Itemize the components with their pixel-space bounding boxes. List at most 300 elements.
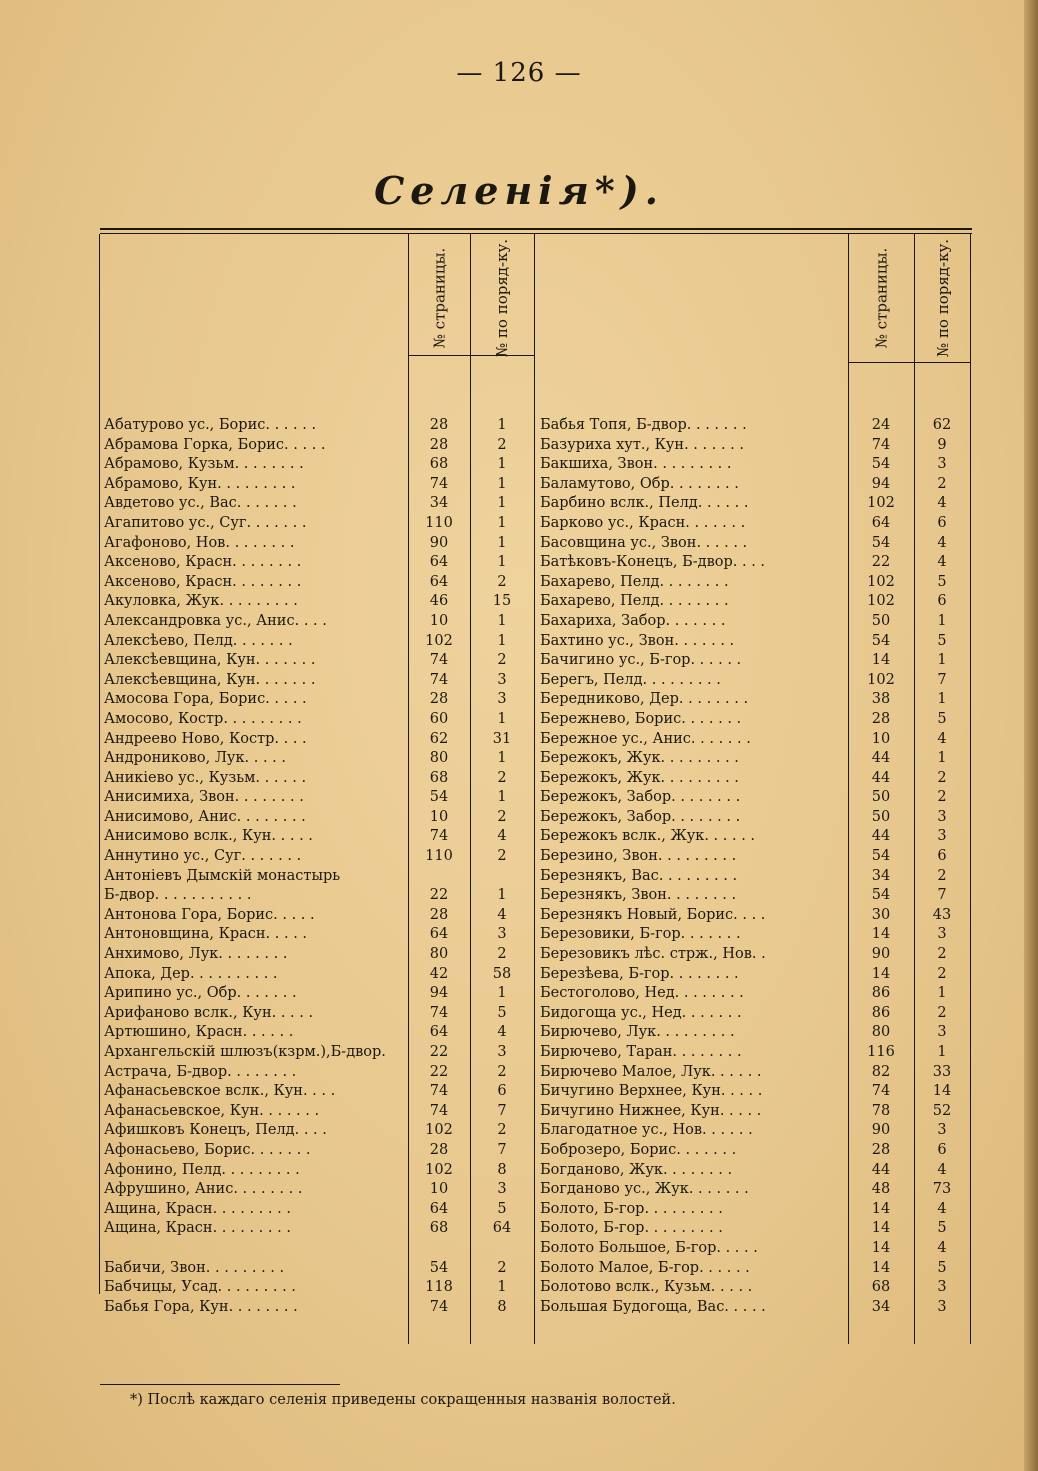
page-number-cell: 22 <box>429 1063 449 1080</box>
order-number-cell: 2 <box>497 1259 507 1276</box>
settlement-name: Бередниково, Дер. . . . . . . . <box>540 691 749 708</box>
settlement-name: Болотово вслк., Кузьм. . . . . <box>540 1279 753 1296</box>
table-row <box>104 651 534 671</box>
order-number-cell: 8 <box>497 1298 507 1315</box>
page-number-cell: 28 <box>429 906 449 923</box>
order-number-cell: 14 <box>932 1083 952 1100</box>
page-number-cell: 82 <box>871 1063 891 1080</box>
settlement-name: Андреево Ново, Костр. . . . <box>104 730 307 747</box>
settlement-name: Богданово ус., Жук. . . . . . . <box>540 1181 749 1198</box>
page-number-cell: 74 <box>871 1083 891 1100</box>
table-row <box>104 769 534 789</box>
page-number-cell: 28 <box>429 417 449 433</box>
settlement-name: Березнякъ, Вас. . . . . . . . . <box>540 867 738 884</box>
order-number-cell: 4 <box>937 1161 947 1178</box>
page-number-cell: 86 <box>871 1004 891 1021</box>
right-order-header: № по поряд-ку. <box>934 238 952 358</box>
order-number-cell: 7 <box>937 887 947 904</box>
settlement-name: Афонасьево, Борис. . . . . . . <box>104 1141 311 1158</box>
settlement-name: Барково ус., Красн. . . . . . . <box>540 514 746 531</box>
table-row <box>104 984 534 1004</box>
order-number-cell: 1 <box>497 710 507 727</box>
settlement-name: Березовики, Б-гор. . . . . . . <box>540 926 741 943</box>
page-number-cell: 22 <box>429 1044 449 1060</box>
page-number: — 126 — <box>456 58 582 88</box>
order-number-cell: 2 <box>497 1063 507 1080</box>
order-number-cell: 1 <box>497 456 507 473</box>
order-number-cell: 1 <box>497 495 507 512</box>
settlement-name: Березѣева, Б-гор. . . . . . . . <box>540 965 739 982</box>
table-row <box>104 671 534 691</box>
order-number-cell: 8 <box>497 1161 507 1178</box>
order-number-cell: 2 <box>497 652 507 669</box>
order-number-cell: 2 <box>937 1004 947 1021</box>
table-row <box>540 1180 970 1200</box>
table-row <box>540 573 970 593</box>
table-row <box>104 965 534 985</box>
order-number-cell: 1 <box>937 1044 947 1060</box>
order-number-cell: 1 <box>937 652 947 669</box>
order-number-cell: 2 <box>937 769 947 786</box>
order-number-cell: 5 <box>937 573 947 590</box>
page-number-cell: 74 <box>429 1298 449 1315</box>
table-row <box>540 945 970 965</box>
settlement-name: Архангельскій шлюзъ(кзрм.),Б-двор. <box>104 1044 386 1060</box>
page-number-cell: 50 <box>871 789 891 806</box>
settlement-name: Агапитово ус., Суг. . . . . . . <box>104 514 307 531</box>
table-row <box>540 769 970 789</box>
settlement-name: Антонова Гора, Борис. . . . . <box>104 906 315 923</box>
page-number-cell: 24 <box>871 417 891 433</box>
table-row <box>104 1004 534 1024</box>
table-row <box>540 455 970 475</box>
table-row <box>540 1239 970 1259</box>
settlement-name: Амосова Гора, Борис. . . . . <box>104 691 307 708</box>
page-number-cell: 38 <box>871 691 891 708</box>
order-number-cell: 1 <box>937 612 947 629</box>
order-number-cell: 1 <box>497 514 507 531</box>
settlement-name: Ащина, Красн. . . . . . . . . <box>104 1200 291 1217</box>
table-row <box>104 945 534 965</box>
table-row <box>540 534 970 554</box>
settlement-name: Абрамово, Кузьм. . . . . . . . <box>104 456 304 473</box>
settlement-name: Бичугино Нижнее, Кун. . . . . <box>540 1102 762 1119</box>
page-number-cell: 46 <box>429 593 449 610</box>
page-number-cell: 102 <box>867 671 895 688</box>
left-order-header: № по поряд-ку. <box>493 238 511 358</box>
order-number-cell: 4 <box>937 730 947 747</box>
page-number-cell: 118 <box>425 1279 453 1296</box>
order-number-cell: 2 <box>497 573 507 590</box>
table-row <box>104 494 534 514</box>
table-row <box>540 1063 970 1083</box>
page-number-cell: 44 <box>871 828 891 845</box>
table-row <box>104 1219 534 1239</box>
table-row <box>540 514 970 534</box>
table-row <box>540 1298 970 1318</box>
settlement-name: Бабья Гора, Кун. . . . . . . . <box>104 1298 298 1315</box>
page-number-cell: 64 <box>429 573 449 590</box>
settlement-name: Анхимово, Лук. . . . . . . . <box>104 946 288 963</box>
table-row <box>104 475 534 495</box>
table-row <box>540 965 970 985</box>
order-number-cell: 1 <box>497 554 507 571</box>
settlement-name: Бирючево, Лук. . . . . . . . . <box>540 1024 735 1041</box>
table-row <box>104 1102 534 1122</box>
order-number-cell: 4 <box>937 1200 947 1217</box>
table-row <box>104 632 534 652</box>
table-row <box>540 651 970 671</box>
order-number-cell: 2 <box>937 475 947 492</box>
settlement-name: Алексѣевщина, Кун. . . . . . . <box>104 652 316 669</box>
order-number-cell: 3 <box>497 926 507 943</box>
settlement-name: Бахарево, Пелд. . . . . . . . <box>540 593 729 610</box>
settlement-name: Березнякъ, Звон. . . . . . . . <box>540 887 737 904</box>
page-number-cell: 60 <box>429 710 449 727</box>
table-row <box>104 1023 534 1043</box>
page-number-cell: 14 <box>871 1200 891 1217</box>
table-row <box>104 730 534 750</box>
table-row <box>540 808 970 828</box>
table-row <box>104 1141 534 1161</box>
table-row <box>540 1278 970 1298</box>
settlement-name: Болото, Б-гор. . . . . . . . . <box>540 1200 723 1217</box>
settlement-name: Боброзеро, Борис. . . . . . . <box>540 1141 737 1158</box>
settlement-name: Афанасьевское вслк., Кун. . . . <box>104 1083 336 1100</box>
order-number-cell: 3 <box>937 828 947 845</box>
settlement-name: Антоновщина, Красн. . . . . <box>104 926 308 943</box>
table-row <box>540 436 970 456</box>
order-number-cell: 31 <box>492 730 512 747</box>
table-row <box>540 847 970 867</box>
page-number-cell: 80 <box>871 1024 891 1041</box>
page-number-cell: 90 <box>871 1122 891 1139</box>
table-row <box>540 1121 970 1141</box>
page-number-cell: 54 <box>871 887 891 904</box>
order-number-cell: 1 <box>497 1279 507 1296</box>
table-row <box>540 494 970 514</box>
order-number-cell: 2 <box>497 946 507 963</box>
table-row <box>540 1102 970 1122</box>
table-row <box>104 416 534 436</box>
settlement-name: Бережокъ, Забор. . . . . . . . <box>540 789 741 806</box>
footnote: *) Послѣ каждаго селенія приведены сокращенныя названія волостей. <box>130 1392 676 1408</box>
order-number-cell: 2 <box>937 965 947 982</box>
page-number-cell: 74 <box>429 1083 449 1100</box>
page-number-cell: 90 <box>429 534 449 551</box>
page-number-cell: 44 <box>871 750 891 767</box>
page-number-cell: 64 <box>429 1200 449 1217</box>
settlement-name: Батѣковъ-Конецъ, Б-двор. . . . <box>540 554 766 571</box>
page-number-cell: 62 <box>429 730 449 747</box>
order-number-cell: 1 <box>497 789 507 806</box>
table-row <box>104 553 534 573</box>
table-row <box>104 1298 534 1318</box>
order-number-cell: 1 <box>497 750 507 767</box>
table-row <box>540 475 970 495</box>
page-number-cell: 74 <box>429 652 449 669</box>
settlement-name: Барбино вслк., Пелд. . . . . . <box>540 495 749 512</box>
table-row <box>104 1043 534 1063</box>
order-number-cell: 1 <box>497 632 507 649</box>
table-row <box>104 1200 534 1220</box>
settlement-name: Алексѣево, Пелд. . . . . . . <box>104 632 293 649</box>
settlement-name: Афонино, Пелд. . . . . . . . . <box>104 1161 300 1178</box>
table-row <box>104 1082 534 1102</box>
settlement-name: Бахарево, Пелд. . . . . . . . <box>540 573 729 590</box>
order-number-cell: 2 <box>497 769 507 786</box>
page-number-cell: 64 <box>429 1024 449 1041</box>
table-row <box>540 612 970 632</box>
settlement-name: Анисимиха, Звон. . . . . . . . <box>104 789 304 806</box>
page-number-cell: 68 <box>429 769 449 786</box>
page-number-cell: 54 <box>871 456 891 473</box>
settlement-name: Анисимово вслк., Кун. . . . . <box>104 828 313 845</box>
page-number-cell: 30 <box>871 906 891 923</box>
page-number-cell: 116 <box>867 1044 895 1060</box>
order-number-cell: 3 <box>497 691 507 708</box>
settlement-name: Бестоголово, Нед. . . . . . . . <box>540 985 744 1002</box>
order-number-cell: 6 <box>937 1141 947 1158</box>
order-number-cell: 1 <box>497 475 507 492</box>
table-row <box>540 827 970 847</box>
settlement-name: Березнякъ Новый, Борис. . . . <box>540 906 766 923</box>
order-number-cell: 33 <box>932 1063 952 1080</box>
order-number-cell: 7 <box>937 671 947 688</box>
page-number-cell: 34 <box>871 867 891 884</box>
settlement-name: Бирючево Малое, Лук. . . . . . <box>540 1063 762 1080</box>
table-row <box>104 612 534 632</box>
page-title: Селенія*). <box>374 168 664 213</box>
page-number-cell: 102 <box>425 1122 453 1139</box>
page-number-cell: 10 <box>871 730 891 747</box>
table-row <box>104 1278 534 1298</box>
table-row <box>104 455 534 475</box>
page-number-cell: 28 <box>429 691 449 708</box>
order-number-cell: 58 <box>492 965 512 982</box>
settlement-name: Бакшиха, Звон. . . . . . . . . <box>540 456 732 473</box>
table-row <box>540 925 970 945</box>
page-number-cell: 54 <box>871 534 891 551</box>
settlement-name: Абрамово, Кун. . . . . . . . . <box>104 475 296 492</box>
page-number-cell: 102 <box>867 495 895 512</box>
page-number-cell: 86 <box>871 985 891 1002</box>
settlement-name: Анисимово, Анис. . . . . . . . <box>104 808 306 825</box>
table-row <box>540 690 970 710</box>
page-number-cell: 22 <box>429 887 449 904</box>
table-row <box>540 1023 970 1043</box>
table-row <box>104 573 534 593</box>
table-row <box>540 1141 970 1161</box>
right-entries <box>540 416 970 1317</box>
table-row <box>540 1259 970 1279</box>
settlement-name: Авдетово ус., Вас. . . . . . . <box>104 495 297 512</box>
page-number-cell: 94 <box>871 475 891 492</box>
page-number-cell: 68 <box>429 456 449 473</box>
header-bottom-rule <box>848 362 970 363</box>
settlement-name: Богданово, Жук. . . . . . . . <box>540 1161 733 1178</box>
settlement-name: Березино, Звон. . . . . . . . . <box>540 848 737 865</box>
settlement-name: Абатурово ус., Борис. . . . . . <box>104 417 317 433</box>
table-top-rule <box>100 228 972 230</box>
page-number-cell: 34 <box>871 1298 891 1315</box>
page-number-cell: 14 <box>871 652 891 669</box>
order-number-cell: 5 <box>937 632 947 649</box>
page-number-cell: 74 <box>429 1102 449 1119</box>
order-number-cell: 6 <box>937 514 947 531</box>
order-number-cell: 3 <box>497 1181 507 1198</box>
order-number-cell: 2 <box>937 789 947 806</box>
settlement-name: Бережокъ, Жук. . . . . . . . . <box>540 750 739 767</box>
order-number-cell: 7 <box>497 1141 507 1158</box>
order-number-cell: 1 <box>937 691 947 708</box>
settlement-name: Артюшино, Красн. . . . . . <box>104 1024 294 1041</box>
order-number-cell: 1 <box>497 534 507 551</box>
settlement-name: Ащина, Красн. . . . . . . . . <box>104 1220 291 1237</box>
table-row <box>104 827 534 847</box>
settlement-name: Благодатное ус., Нов. . . . . . <box>540 1122 753 1139</box>
settlement-name: Аникіево ус., Кузьм. . . . . . <box>104 769 307 786</box>
page-number-cell: 14 <box>871 965 891 982</box>
order-number-cell: 9 <box>937 436 947 453</box>
table-row <box>540 632 970 652</box>
page-number-cell: 28 <box>429 436 449 453</box>
settlement-name: Аксеново, Красн. . . . . . . . <box>104 573 302 590</box>
table-row <box>104 867 534 887</box>
settlement-name: Амосово, Костр. . . . . . . . . <box>104 710 302 727</box>
settlement-name: Аннутино ус., Суг. . . . . . . <box>104 848 302 865</box>
order-number-cell: 3 <box>937 1122 947 1139</box>
page-number-cell: 68 <box>871 1279 891 1296</box>
settlement-name: Афрушино, Анис. . . . . . . . <box>104 1181 303 1198</box>
page-number-cell: 74 <box>429 671 449 688</box>
table-row <box>540 749 970 769</box>
order-number-cell: 5 <box>497 1200 507 1217</box>
page-number-cell: 78 <box>871 1102 891 1119</box>
settlement-name: Арифаново вслк., Кун. . . . . <box>104 1004 314 1021</box>
page-number-cell: 14 <box>871 1239 891 1256</box>
table-row <box>104 1239 534 1259</box>
settlement-name: Басовщина ус., Звон. . . . . . <box>540 534 748 551</box>
page-number-cell: 90 <box>871 946 891 963</box>
order-number-cell: 15 <box>492 593 512 610</box>
order-number-cell: 5 <box>937 710 947 727</box>
order-number-cell: 2 <box>497 808 507 825</box>
page-number-cell: 64 <box>429 554 449 571</box>
page-number-cell: 102 <box>425 1161 453 1178</box>
order-number-cell: 2 <box>937 946 947 963</box>
order-number-cell: 4 <box>937 495 947 512</box>
settlement-name: Андрониково, Лук. . . . . <box>104 750 286 767</box>
order-number-cell: 5 <box>497 1004 507 1021</box>
settlement-name: Бичугино Верхнее, Кун. . . . . <box>540 1083 763 1100</box>
settlement-name: Б-двор. . . . . . . . . . . <box>104 887 252 904</box>
order-number-cell: 4 <box>937 554 947 571</box>
order-number-cell: 7 <box>497 1102 507 1119</box>
settlement-name: Бережокъ, Забор. . . . . . . . <box>540 808 741 825</box>
page-number-cell: 14 <box>871 1220 891 1237</box>
page-number-cell: 14 <box>871 1259 891 1276</box>
table-row <box>540 553 970 573</box>
settlement-name: Бережокъ вслк., Жук. . . . . . <box>540 828 756 845</box>
table-row <box>540 984 970 1004</box>
table-row <box>540 710 970 730</box>
page-number-cell: 64 <box>871 514 891 531</box>
order-number-cell: 6 <box>937 848 947 865</box>
order-number-cell: 52 <box>932 1102 952 1119</box>
settlement-name: Базуриха хут., Кун. . . . . . . <box>540 436 745 453</box>
order-number-cell: 4 <box>497 906 507 923</box>
settlement-name: Болото Большое, Б-гор. . . . . <box>540 1239 758 1256</box>
order-number-cell: 4 <box>937 1239 947 1256</box>
page-number-cell: 74 <box>871 436 891 453</box>
page-number-cell: 80 <box>429 750 449 767</box>
settlement-name: Агафоново, Нов. . . . . . . . <box>104 534 295 551</box>
order-number-cell: 4 <box>497 1024 507 1041</box>
order-number-cell: 2 <box>937 867 947 884</box>
table-row <box>540 788 970 808</box>
settlement-name: Бабья Топя, Б-двор. . . . . . . <box>540 417 747 433</box>
left-page-header: № страницы. <box>430 247 448 349</box>
settlement-name: Бирючево, Таран. . . . . . . . <box>540 1044 742 1060</box>
order-number-cell: 1 <box>497 612 507 629</box>
table-row <box>540 592 970 612</box>
order-number-cell: 5 <box>937 1259 947 1276</box>
page-number-cell: 110 <box>425 848 453 865</box>
page-number-cell: 44 <box>871 769 891 786</box>
table-row <box>540 1161 970 1181</box>
settlement-name: Болото, Б-гор. . . . . . . . . <box>540 1220 723 1237</box>
table-row <box>540 416 970 436</box>
table-row <box>540 730 970 750</box>
table-row <box>540 886 970 906</box>
page-number-cell: 50 <box>871 612 891 629</box>
settlement-name: Бережнево, Борис. . . . . . . <box>540 710 742 727</box>
order-number-cell: 1 <box>497 887 507 904</box>
order-number-cell: 64 <box>492 1220 512 1237</box>
order-number-cell: 1 <box>937 750 947 767</box>
settlement-name: Берегъ, Пелд. . . . . . . . . <box>540 671 721 688</box>
page-number-cell: 10 <box>429 808 449 825</box>
page-number-cell: 48 <box>871 1181 891 1198</box>
table-row <box>104 925 534 945</box>
settlement-name: Алексѣевщина, Кун. . . . . . . <box>104 671 316 688</box>
table-row <box>104 710 534 730</box>
table-row <box>540 906 970 926</box>
page-number-cell: 44 <box>871 1161 891 1178</box>
page-number-cell: 54 <box>871 632 891 649</box>
page-number-cell: 50 <box>871 808 891 825</box>
settlement-name: Апока, Дер. . . . . . . . . . <box>104 965 278 982</box>
table-row <box>104 788 534 808</box>
order-number-cell: 73 <box>932 1181 952 1198</box>
page-number-cell: 74 <box>429 475 449 492</box>
settlement-name: Березовикъ лѣс. стрж., Нов. . <box>540 946 766 963</box>
table-row <box>540 1043 970 1063</box>
col-divider <box>99 234 100 1294</box>
settlement-name: Баламутово, Обр. . . . . . . . <box>540 475 739 492</box>
page-number-cell: 102 <box>867 573 895 590</box>
table-row <box>104 534 534 554</box>
order-number-cell: 6 <box>937 593 947 610</box>
page-number-cell: 74 <box>429 828 449 845</box>
settlement-name: Бачигино ус., Б-гор. . . . . . <box>540 652 742 669</box>
page-number-cell: 10 <box>429 1181 449 1198</box>
page-number-cell: 102 <box>867 593 895 610</box>
order-number-cell: 4 <box>497 828 507 845</box>
settlement-name: Афанасьевское, Кун. . . . . . . <box>104 1102 320 1119</box>
page-edge <box>1024 0 1038 1471</box>
